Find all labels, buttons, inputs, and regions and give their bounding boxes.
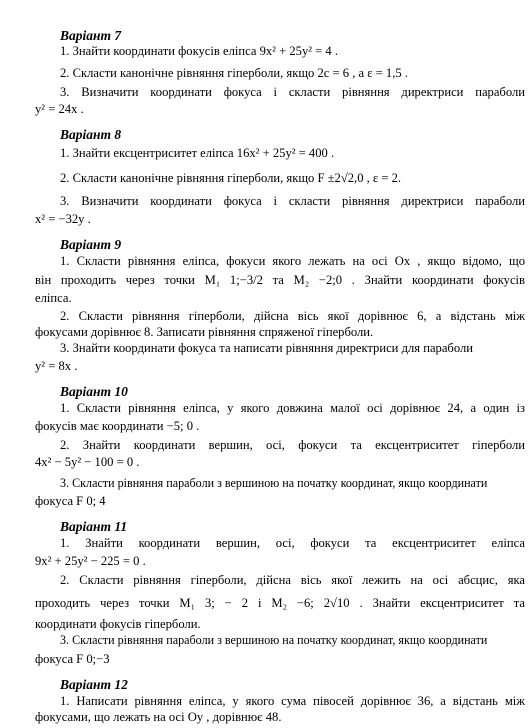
task-line: 2. Скласти рівняння гіперболи, дійсна вісь якої лежить на осі абсцис, яка — [60, 573, 525, 587]
task-line: 4x² − 5y² − 100 = 0 . — [35, 455, 140, 469]
task-line: фокуса F 0; 4 — [35, 494, 106, 508]
task-line: він проходить через точки M₁ 1;−3/2 та M₂ −2;0 . Знайти координати фокусів — [35, 273, 525, 287]
task-line: 2. Знайти координати вершин, осі, фокуси та ексцентриситет гіперболи — [60, 438, 525, 452]
task-line: 3. Скласти рівняння параболи з вершиною на початку координат, якщо координати — [60, 476, 488, 490]
task-line: y² = 24x . — [35, 102, 84, 116]
task-line: 9x² + 25y² − 225 = 0 . — [35, 554, 146, 568]
task-line: 1. Написати рівняння еліпса, у якого сума півосей дорівнює 36, а відстань між — [60, 694, 525, 708]
task-line: 3. Скласти рівняння параболи з вершиною на початку координат, якщо координати — [60, 633, 488, 647]
variant-title: Варіант 8 — [60, 127, 122, 142]
variant-title: Варіант 9 — [60, 237, 122, 252]
task-line: фокусів має координати −5; 0 . — [35, 419, 200, 433]
task-line: 1. Знайти ексцентриситет еліпса 16x² + 25y² = 400 . — [60, 146, 335, 160]
variant-title: Варіант 11 — [60, 519, 128, 534]
task-line: 3. Визначити координати фокуса і скласти рівняння директриси параболи — [60, 194, 525, 208]
task-line: 1. Знайти координати вершин, осі, фокуси та ексцентриситет еліпса — [60, 536, 525, 550]
task-line: 2. Скласти канонічне рівняння гіперболи, якщо F ±2√2,0 , ε = 2. — [60, 171, 402, 185]
task-line: x² = −32y . — [35, 212, 91, 226]
task-line: проходить через точки M₁ 3; − 2 і M₂ −6; 2√10 . Знайти ексцентриситет та — [35, 596, 525, 610]
task-line: 1. Скласти рівняння еліпса, у якого довжина малої осі дорівнює 24, а один із — [60, 401, 525, 415]
task-line: 3. Знайти координати фокуса та написати рівняння директриси для параболи — [60, 341, 473, 355]
variant-title: Варіант 12 — [60, 677, 128, 692]
task-line: 2. Скласти рівняння гіперболи, дійсна вісь якої дорівнює 6, а відстань між — [60, 309, 525, 323]
task-line: еліпса. — [35, 291, 72, 305]
task-line: y² = 8x . — [35, 359, 78, 373]
task-line: фокусами дорівнює 8. Записати рівняння спряженої гіперболи. — [35, 325, 374, 339]
variant-title: Варіант 7 — [60, 28, 122, 43]
task-line: фокусами, що лежать на осі Oy , дорівнює 48. — [35, 710, 282, 724]
task-line: 3. Визначити координати фокуса і скласти рівняння директриси параболи — [60, 85, 525, 99]
task-line: фокуса F 0;−3 — [35, 652, 110, 666]
task-line: координати фокусів гіперболи. — [35, 617, 201, 631]
task-line: 1. Скласти рівняння еліпса, фокуси якого лежать на осі Ox , якщо відомо, що — [60, 254, 525, 268]
variant-title: Варіант 10 — [60, 384, 128, 399]
task-line: 2. Скласти канонічне рівняння гіперболи, якщо 2c = 6 , а ε = 1,5 . — [60, 66, 408, 80]
task-line: 1. Знайти координати фокусів еліпса 9x² + 25y² = 4 . — [60, 44, 339, 58]
